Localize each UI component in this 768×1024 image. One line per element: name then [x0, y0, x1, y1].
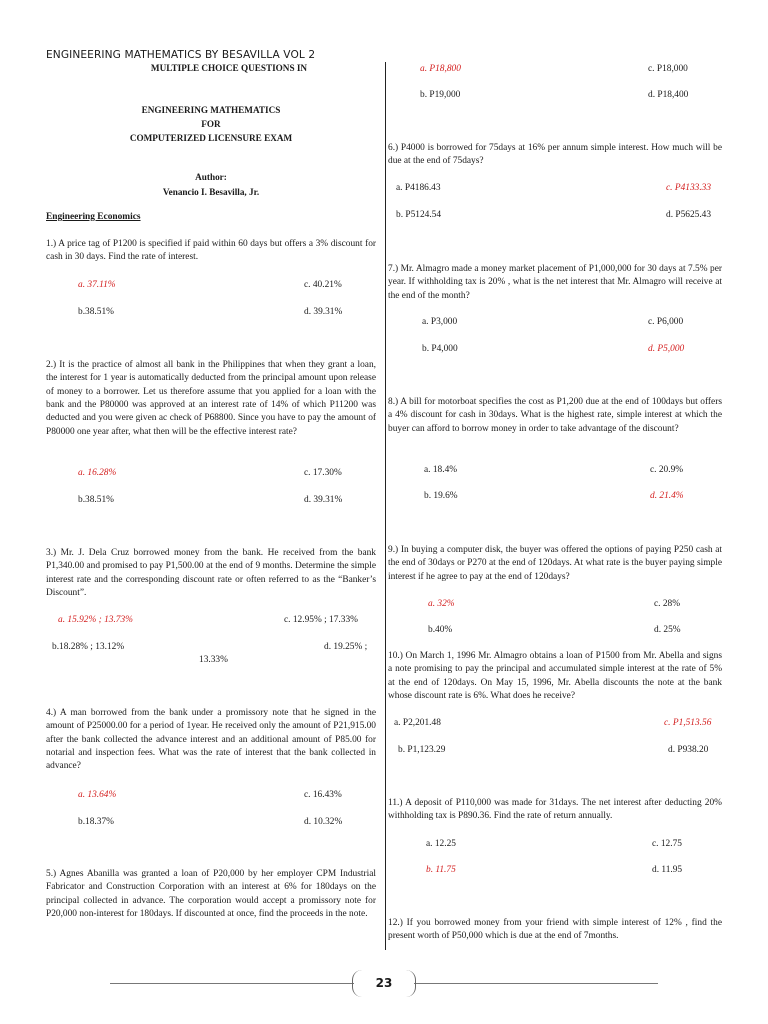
choice-4a: a. 13.64%: [78, 790, 117, 800]
choice-8d: d. 21.4%: [650, 491, 684, 501]
title-line-2: FOR: [201, 118, 221, 129]
choice-11d: d. 11.95: [652, 865, 683, 875]
choice-2a: a. 16.28%: [78, 468, 117, 478]
question-6: 6.) P4000 is borrowed for 75days at 16% per annum simple interest. How much will be due at the end of 75days?: [388, 143, 722, 167]
question-1: 1.) A price tag of P1200 is specified if paid within 60 days but offers a 3% discount for cash in 30 days. Find the rate of interest.: [46, 239, 376, 263]
choice-6b: b. P5124.54: [396, 210, 442, 220]
question-4: 4.) A man borrowed from the bank under a promissory note that he signed in the amount of P25000.00 for a period of 1year. He received only the amount of P21,915.00 after the bank collected the advance interest and an additional amount of P85.00 for notarial and inspection fees. What was the rate of interest that the bank collected in advance?: [46, 708, 376, 772]
author-block: [46, 170, 376, 199]
question-5: 5.) Agnes Abanilla was granted a loan of P20,000 by her employer CPM Industrial Fabricator and Construction Corporation with an interest at 6% for 180days on the principal collected in advance. The corporation would accept a promissory note for P20,000 non-interest for 180days. If discounted at once, find the proceeds in the note.: [46, 869, 376, 920]
choice-4b: b.18.37%: [78, 817, 114, 827]
choice-10d: d. P938.20: [668, 745, 709, 755]
choice-9d: d. 25%: [654, 625, 681, 635]
choice-1b: b.38.51%: [78, 307, 114, 317]
choice-7d: d. P5,000: [648, 344, 685, 354]
choice-6d: d. P5625.43: [666, 210, 712, 220]
question-3: 3.) Mr. J. Dela Cruz borrowed money from the bank. He received from the bank P1,340.00 and promised to pay P1,500.00 at the end of 9 months. Determine the simple interest rate and the corresponding discount rate or often referred to as the “Banker’s Discount”.: [46, 548, 376, 599]
choice-1c: c. 40.21%: [304, 280, 342, 290]
question-7: 7.) Mr. Almagro made a money market placement of P1,000,000 for 30 days at 7.5% per year. If withholding tax is 20% , what is the net interest that Mr. Almagro will receive at the end of the month?: [388, 264, 722, 301]
choice-5d: d. P18,400: [648, 90, 689, 100]
question-9: 9.) In buying a computer disk, the buyer was offered the options of paying P250 cash at the end of 30days or P270 at the end of 120days. At what rate is the buyer paying simple interest if he agree to pay at the end of 120days?: [388, 545, 722, 582]
question-2: 2.) It is the practice of almost all bank in the Philippines that when they grant a loan, the interest for 1 year is automatically deducted from the principal amount upon release of money to a borrower. Let us therefore assume that you applied for a loan with the bank and the P80000 was approved at an interest rate of 14% of which P11200 was deducted and you were given ac check of P68800. Since you have to pay the amount of P80000 one year after, what then will be the effective interest rate?: [46, 360, 376, 437]
page-number: 23: [352, 970, 416, 997]
choice-2d: d. 39.31%: [304, 495, 343, 505]
choice-5a: a. P18,800: [420, 64, 461, 74]
footer-rule-right: [414, 983, 658, 984]
choice-1a: a. 37.11%: [78, 280, 116, 290]
question-12: 12.) If you borrowed money from your friend with simple interest of 12% , find the present worth of P50,000 which is due at the end of 7months.: [388, 918, 722, 942]
book-title: ENGINEERING MATHEMATICS BY BESAVILLA VOL 2: [46, 49, 316, 61]
choice-2b: b.38.51%: [78, 495, 114, 505]
column-divider: [385, 62, 386, 950]
title-line-1: ENGINEERING MATHEMATICS: [141, 105, 281, 115]
choice-6c: c. P4133.33: [666, 183, 712, 193]
choice-11c: c. 12.75: [652, 839, 682, 849]
choice-3a: a. 15.92% ; 13.73%: [58, 615, 133, 625]
title-line-3: COMPUTERIZED LICENSURE EXAM: [129, 132, 293, 143]
question-11: 11.) A deposit of P110,000 was made for 31days. The net interest after deducting 20% withholding tax is P890.36. Find the rate of return annually.: [388, 798, 722, 822]
choice-2c: c. 17.30%: [304, 468, 342, 478]
choice-11a: a. 12.25: [426, 839, 456, 849]
choice-1d: d. 39.31%: [304, 307, 343, 317]
choice-3d-continued: 13.33%: [199, 655, 228, 665]
choice-5b: b. P19,000: [420, 90, 461, 100]
choice-9a: a. 32%: [428, 599, 455, 609]
author-label: Author:: [195, 172, 227, 182]
title-block: [46, 104, 376, 145]
choice-11b: b. 11.75: [426, 865, 456, 875]
choice-4c: c. 16.43%: [304, 790, 342, 800]
choice-10a: a. P2,201.48: [394, 718, 441, 728]
choice-7a: a. P3,000: [422, 317, 458, 327]
subtitle: MULTIPLE CHOICE QUESTIONS IN: [150, 63, 308, 73]
question-8: 8.) A bill for motorboat specifies the cost as P1,200 due at the end of 100days but offers a 4% discount for cash in 30days. What is the highest rate, simple interest at which the buyer can afford to borrow money in order to take advantage of the discount?: [388, 397, 722, 434]
choice-7b: b. P4,000: [422, 344, 458, 354]
choice-3b: b.18.28% ; 13.12%: [52, 642, 125, 652]
question-10: 10.) On March 1, 1996 Mr. Almagro obtains a loan of P1500 from Mr. Abella and signs a note promising to pay the principal and accumulated simple interest at the rate of 5% at the end of 120days. On May 15, 1996, Mr. Abella discounts the note at the bank whose discount rate is 6%. What does he receive?: [388, 651, 722, 702]
choice-7c: c. P6,000: [648, 317, 684, 327]
choice-4d: d. 10.32%: [304, 817, 343, 827]
choice-5c: c. P18,000: [648, 64, 688, 74]
choice-10b: b. P1,123.29: [398, 745, 446, 755]
choice-8a: a. 18.4%: [424, 465, 458, 475]
choice-10c: c. P1,513.56: [664, 718, 712, 728]
section-heading: Engineering Economics: [46, 212, 141, 222]
footer-rule-left: [110, 983, 354, 984]
choice-6a: a. P4186.43: [396, 183, 441, 193]
choice-8b: b. 19.6%: [424, 491, 458, 501]
author-name: Venancio I. Besavilla, Jr.: [162, 186, 260, 197]
choice-9b: b.40%: [428, 625, 453, 635]
choice-9c: c. 28%: [654, 599, 681, 609]
choice-8c: c. 20.9%: [650, 465, 684, 475]
choice-3c: c. 12.95% ; 17.33%: [284, 615, 358, 625]
choice-3d: d. 19.25% ;: [324, 642, 368, 652]
